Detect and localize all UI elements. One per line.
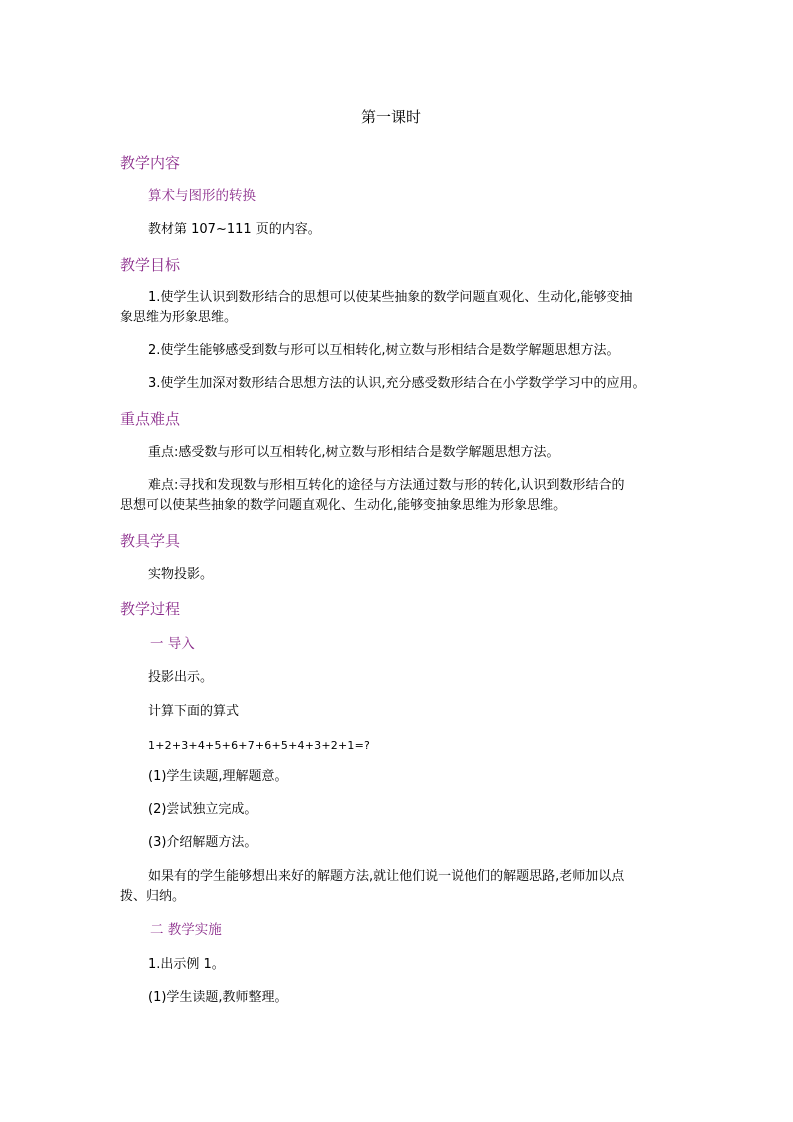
heading-teaching-content: 教学内容 <box>120 154 181 172</box>
subheading-topic: 算术与图形的转换 <box>148 188 256 204</box>
subheading-implementation: 二 教学实施 <box>150 922 222 938</box>
paragraph: 实物投影。 <box>148 567 214 582</box>
paragraph: 教材第 107~111 页的内容。 <box>148 222 321 237</box>
paragraph: 1.出示例 1。 <box>148 957 225 972</box>
paragraph: 2.使学生能够感受到数与形可以互相转化,树立数与形相结合是数学解题思想方法。 <box>148 343 620 358</box>
heading-teaching-process: 教学过程 <box>120 600 181 618</box>
page-title: 第一课时 <box>361 108 422 126</box>
heading-teaching-goals: 教学目标 <box>120 256 181 274</box>
paragraph: 象思维为形象思维。 <box>120 310 238 325</box>
paragraph: 1.使学生认识到数形结合的思想可以使某些抽象的数学问题直观化、生动化,能够变抽 <box>148 290 633 305</box>
heading-key-points: 重点难点 <box>120 410 181 428</box>
formula: 1+2+3+4+5+6+7+6+5+4+3+2+1=? <box>148 739 371 752</box>
list-item: (1)学生读题,理解题意。 <box>148 769 288 784</box>
paragraph: 难点:寻找和发现数与形相互转化的途径与方法通过数与形的转化,认识到数形结合的 <box>148 478 625 493</box>
paragraph: (1)学生读题,教师整理。 <box>148 990 288 1005</box>
list-item: (2)尝试独立完成。 <box>148 802 258 817</box>
paragraph: 计算下面的算式 <box>148 704 240 719</box>
paragraph: 3.使学生加深对数形结合思想方法的认识,充分感受数形结合在小学数学学习中的应用。 <box>148 376 646 391</box>
paragraph: 重点:感受数与形可以互相转化,树立数与形相结合是数学解题思想方法。 <box>148 445 560 460</box>
heading-teaching-aids: 教具学具 <box>120 532 181 550</box>
paragraph: 投影出示。 <box>148 670 214 685</box>
subheading-intro: 一 导入 <box>150 636 195 652</box>
paragraph: 思想可以使某些抽象的数学问题直观化、生动化,能够变抽象思维为形象思维。 <box>120 498 567 513</box>
paragraph: 拨、归纳。 <box>120 889 186 904</box>
list-item: (3)介绍解题方法。 <box>148 835 258 850</box>
paragraph: 如果有的学生能够想出来好的解题方法,就让他们说一说他们的解题思路,老师加以点 <box>148 869 625 884</box>
